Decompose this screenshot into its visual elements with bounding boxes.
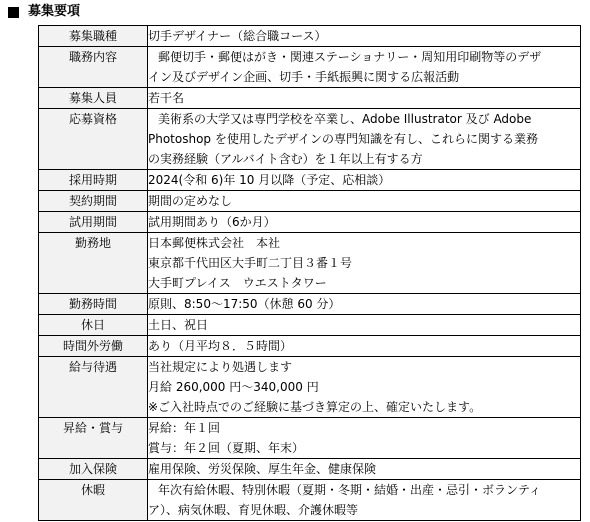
table-row [39,212,581,233]
row-label: 休日 [80,318,105,332]
table-row [39,170,581,191]
row-label-cell [39,480,148,521]
row-label-cell [39,170,148,191]
row-label: 休暇 [80,483,105,497]
row-value-line: 2024(令和 6)年 10 月以降（予定、応相談） [148,173,391,187]
row-label-cell [39,109,148,170]
row-value-line: 原則、8:50～17:50（休憩 60 分） [148,297,341,311]
row-label-cell [39,315,148,336]
row-label-cell [39,418,148,459]
row-label-cell [39,233,148,294]
row-label: 給与待遇 [68,360,117,374]
row-value-cell [148,212,581,233]
row-value-line: 土日、祝日 [148,318,209,332]
row-value-line: 若干名 [148,91,185,105]
row-value-line: 年次有給休暇、特別休暇（夏期・冬期・結婚・出産・忌引・ボランティ [158,483,542,497]
row-value-cell [148,459,581,480]
row-value-line: 東京都千代田区大手町二丁目３番１号 [148,256,353,270]
table-row [39,294,581,315]
row-label: 募集人員 [68,91,117,105]
row-label: 職務内容 [68,50,117,64]
row-value-line: 大手町プレイス ウエストタワー [148,276,327,290]
row-value-line: の実務経験（アルバイト含む）を１年以上有する方 [148,152,423,166]
row-label: 時間外労働 [62,339,123,353]
row-value-line: 昇給：年１回 [148,421,221,435]
row-label-cell [39,26,148,47]
row-label-cell [39,294,148,315]
table-row [39,109,581,170]
row-value-cell [148,357,581,418]
row-value-line: 期間の定めなし [148,194,233,208]
table-row [39,233,581,294]
row-label: 試用期間 [68,215,117,229]
row-label-cell [39,88,148,109]
recruitment-table [38,25,581,521]
row-value-line: 雇用保険、労災保険、厚生年金、健康保険 [148,462,377,476]
row-label: 加入保険 [68,462,117,476]
row-label-cell [39,191,148,212]
row-value-line: 当社規定により処遇します [148,360,293,374]
row-value-line: Photoshop を使用したデザインの専門知識を有し、これらに関する業務 [148,132,539,146]
table-row [39,336,581,357]
row-value-line: ア）、病気休暇、育児休暇、介護休暇等 [148,503,359,517]
row-value-line: 月給 260,000 円～340,000 円 [148,380,319,394]
row-label: 採用時期 [68,173,117,187]
row-label-cell [39,336,148,357]
row-label: 募集職種 [68,29,117,43]
row-value-line: 郵便切手・郵便はがき・関連ステーショナリー・周知用印刷物等のデザ [158,50,542,64]
table-row [39,459,581,480]
table-row [39,480,581,521]
table-row [39,191,581,212]
row-value-cell [148,480,581,521]
row-value-line: イン及びデザイン企画、切手・手紙振興に関する広報活動 [148,70,460,84]
row-label-cell [39,47,148,88]
row-value-cell [148,315,581,336]
row-value-line: 切手デザイナー（総合職コース） [148,29,327,43]
row-value-line: 賞与：年２回（夏期、年末） [148,441,305,455]
row-value-cell [148,336,581,357]
table-row [39,88,581,109]
row-value-line: 試用期間あり（6か月） [148,215,276,229]
row-value-cell [148,47,581,88]
table-row [39,47,581,88]
table-row [39,357,581,418]
row-label-cell [39,357,148,418]
row-value-cell [148,294,581,315]
row-value-cell [148,418,581,459]
table-row [39,418,581,459]
row-value-line: 美術系の大学又は専門学校を卒業し、Adobe Illustrator 及び Adobe [158,112,532,126]
row-label-cell [39,459,148,480]
row-label: 契約期間 [68,194,117,208]
section-title: 募集要項 [28,4,81,19]
row-value-cell [148,109,581,170]
section-heading [8,3,80,21]
row-value-cell [148,170,581,191]
table-row [39,26,581,47]
row-label-cell [39,212,148,233]
row-label: 昇給・賞与 [62,421,123,435]
row-value-line: 日本郵便株式会社 本社 [148,236,281,250]
table-row [39,315,581,336]
row-label: 勤務地 [74,236,111,250]
row-value-cell [148,26,581,47]
row-value-line: あり（月平均８．５時間） [148,339,293,353]
row-label: 勤務時間 [68,297,117,311]
row-value-cell [148,191,581,212]
row-value-cell [148,88,581,109]
row-label: 応募資格 [68,112,117,126]
square-bullet-icon [8,7,19,18]
row-value-cell [148,233,581,294]
row-value-line: ※ご入社時点でのご経験に基づき算定の上、確定いたします。 [148,400,482,414]
